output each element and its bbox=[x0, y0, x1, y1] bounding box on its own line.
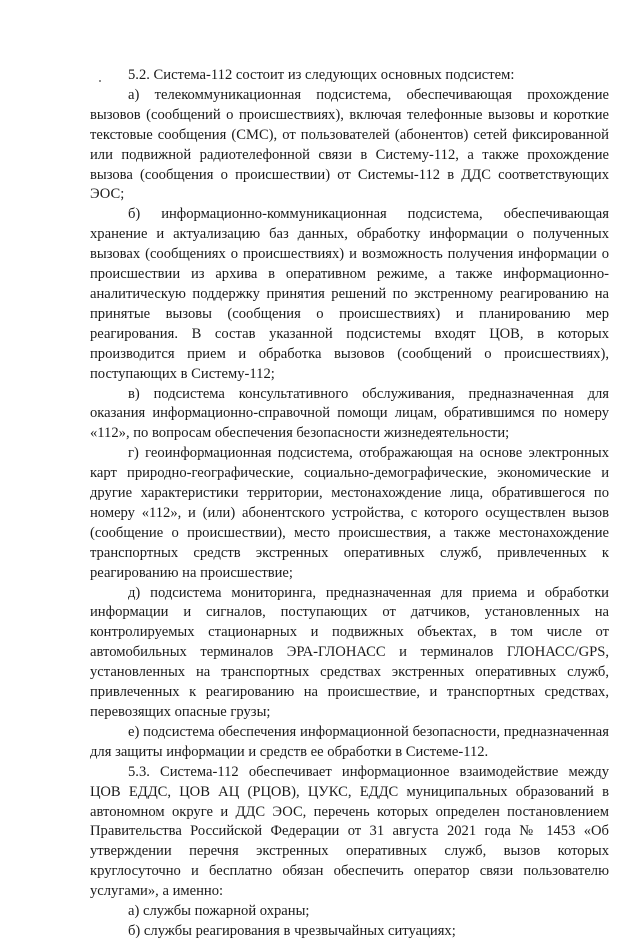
subsystem-g-paragraph: г) геоинформационная подсистема, отображающая на основе электронных карт природно-географические, социально-демографические, экономические и другие характеристики территории, местонахождение лица, обратившегося по номеру «112», и (или) абонентского устройства, с которого осуществлен вызов (сообщение о происшествии), место происшествия, а также местонахождение транспортных средств экстренных оперативных служб, привлеченных к реагированию на происшествие; bbox=[90, 445, 609, 581]
subsystem-b-paragraph: б) информационно-коммуникационная подсистема, обеспечивающая хранение и актуализацию баз данных, обработку информации о полученных вызовах (сообщениях о происшествиях) и возможность получения информации о происшествии из архива в оперативном режиме, а также информационно-аналитическую поддержку принятия решений по экстренному реагированию на принятые вызовы (сообщения о происшествиях) и планированию мер реагирования. В состав указанной подсистемы входят ЦОВ, в которых производится прием и обработка вызовов (сообщений о происшествиях), поступающих в Систему-112; bbox=[90, 206, 609, 382]
subsystem-e-paragraph: е) подсистема обеспечения информационной безопасности, предназначенная для защиты информации и средств ее обработки в Системе-112. bbox=[90, 723, 609, 760]
section-5-3-paragraph: 5.3. Система-112 обеспечивает информационное взаимодействие между ЦОВ ЕДДС, ЦОВ АЦ (РЦОВ), ЦУКС, ЕДДС муниципальных образований в автономном округе и ДДС ЭОС, перечень которых определен постановлением Правительства Российской Федерации от 31 августа 2021 года № 1453 «Об утверждении перечня экстренных оперативных служб, вызов которых круглосуточно и бесплатно обязан обеспечить оператор связи пользователю услугами», а именно: bbox=[90, 763, 609, 900]
subsystem-v-paragraph: в) подсистема консультативного обслуживания, предназначенная для оказания информационно-справочной помощи лицам, обратившимся по номеру «112», по вопросам обеспечения безопасности жизнедеятельности; bbox=[90, 385, 609, 442]
service-item-b: б) службы реагирования в чрезвычайных ситуациях; bbox=[128, 922, 456, 939]
document-body bbox=[90, 66, 609, 942]
subsystem-d-paragraph: д) подсистема мониторинга, предназначенная для приема и обработки информации и сигналов, поступающих от датчиков, установленных на контролируемых стационарных и подвижных объектах, в том числе от автомобильных терминалов ЭРА-ГЛОНАСС и терминалов ГЛОНАСС/GPS, установленных на транспортных средствах экстренных оперативных служб, привлеченных к реагированию на происшествие, и транспортных средствах, перевозящих опасные грузы; bbox=[90, 584, 609, 720]
service-item-a: а) службы пожарной охраны; bbox=[128, 903, 310, 920]
subsystem-a-paragraph: а) телекоммуникационная подсистема, обеспечивающая прохождение вызовов (сообщений о происшествиях), включая телефонные вызовы и короткие текстовые сообщения (СМС), от пользователей (абонентов) сетей фиксированной или подвижной радиотелефонной связи в Систему-112, а также прохождение вызова (сообщения о происшествии) от Системы-112 в ДДС соответствующих ЭОС; bbox=[90, 86, 609, 203]
section-5-2-heading: 5.2. Система-112 состоит из следующих основных подсистем: bbox=[128, 67, 515, 83]
